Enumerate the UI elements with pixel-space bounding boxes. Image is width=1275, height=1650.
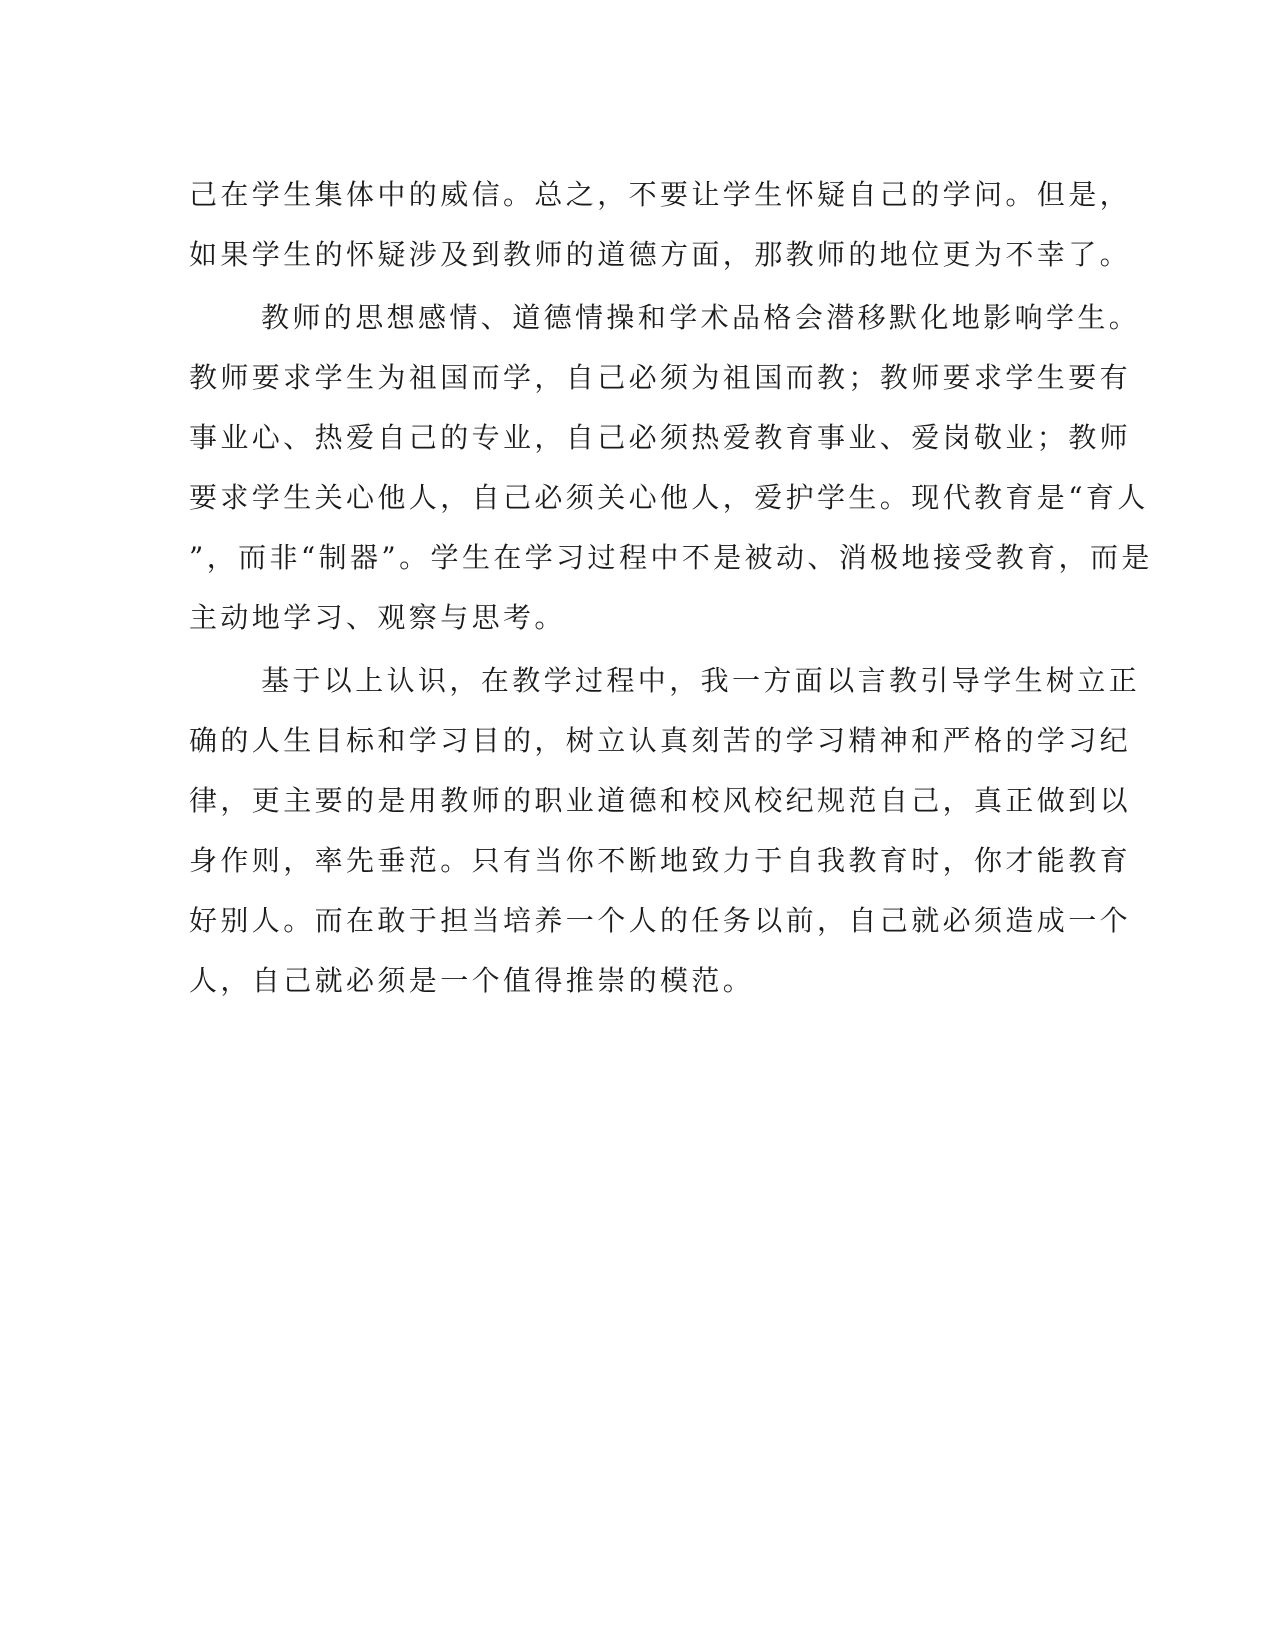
- text-line: 好别人。而在敢于担当培养一个人的任务以前，自己就必须造成一个: [189, 904, 1132, 937]
- text-line: ”，而非“制器”。学生在学习过程中不是被动、消极地接受教育，而是: [189, 541, 1153, 574]
- text-line: 要求学生关心他人，自己必须关心他人，爱护学生。现代教育是“育人: [189, 481, 1149, 514]
- text-line: 人，自己就必须是一个值得推崇的模范。: [189, 964, 755, 997]
- text-line: 如果学生的怀疑涉及到教师的道德方面，那教师的地位更为不幸了。: [189, 238, 1132, 271]
- text-line: 律，更主要的是用教师的职业道德和校风校纪规范自己，真正做到以: [189, 784, 1132, 817]
- document-body: [189, 165, 1153, 1011]
- text-line: 教师要求学生为祖国而学，自己必须为祖国而教；教师要求学生要有: [189, 361, 1132, 394]
- text-line: 事业心、热爱自己的专业，自己必须热爱教育事业、爱岗敬业；教师: [189, 421, 1132, 454]
- text-line: 教师的思想感情、道德情操和学术品格会潜移默化地影响学生。: [261, 301, 1141, 334]
- paragraph-1: [189, 165, 1132, 285]
- paragraph-2: [189, 288, 1153, 648]
- text-line: 确的人生目标和学习目的，树立认真刻苦的学习精神和严格的学习纪: [189, 724, 1132, 757]
- text-line: 主动地学习、观察与思考。: [189, 601, 566, 634]
- text-line: 己在学生集体中的威信。总之，不要让学生怀疑自己的学问。但是，: [189, 178, 1132, 211]
- text-line: 身作则，率先垂范。只有当你不断地致力于自我教育时，你才能教育: [189, 844, 1132, 877]
- paragraph-3: [189, 651, 1141, 1011]
- text-line: 基于以上认识，在教学过程中，我一方面以言教引导学生树立正: [261, 664, 1141, 697]
